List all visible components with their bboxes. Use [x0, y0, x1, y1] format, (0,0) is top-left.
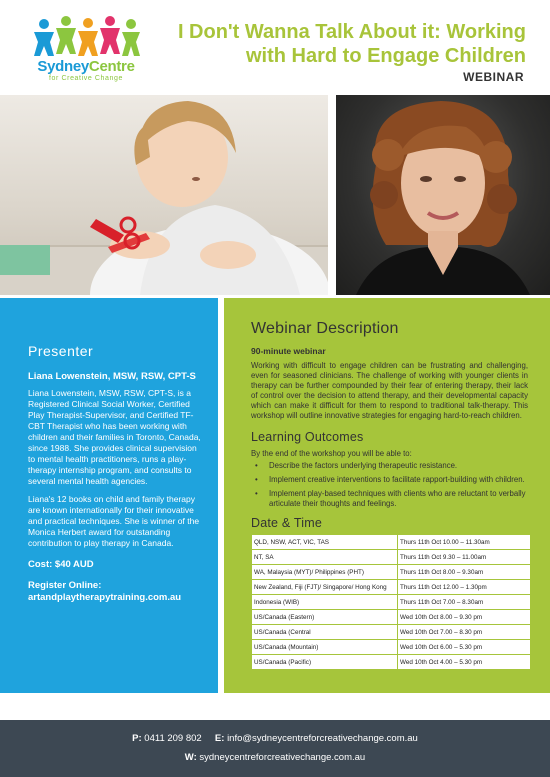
table-row [252, 610, 531, 625]
child-photo-image [0, 95, 328, 295]
duration: 90-minute webinar [251, 346, 326, 356]
schedule-region: US/Canada (Eastern) [252, 610, 398, 625]
learning-outcomes-list [251, 461, 528, 509]
page-subtitle: WEBINAR [463, 70, 524, 84]
learning-outcomes-intro: By the end of the workshop you will be able to: [251, 449, 412, 458]
date-time-heading: Date & Time [251, 516, 322, 530]
table-row [252, 535, 531, 550]
footer-contact [0, 733, 550, 744]
child-photo [0, 95, 328, 295]
website-link[interactable]: sydneycentreforcreativechange.com.au [199, 752, 366, 763]
schedule-region: Indonesia (WIB) [252, 595, 398, 610]
learning-outcomes-heading: Learning Outcomes [251, 430, 364, 444]
schedule-time: Wed 10th Oct 6.00 – 5.30 pm [398, 640, 531, 655]
phone-label: P: [132, 733, 142, 744]
email-label: E: [214, 733, 225, 744]
logo [26, 14, 146, 86]
schedule-region: WA, Malaysia (MYT)/ Philippines (PHT) [252, 565, 398, 580]
schedule-region: New Zealand, Fiji (FJT)/ Singapore/ Hong Kong [252, 580, 398, 595]
table-row [252, 565, 531, 580]
phone-number[interactable]: 0411 209 802 [144, 733, 202, 744]
schedule-time: Thurs 11th Oct 8.00 – 9.30am [398, 565, 531, 580]
schedule-time: Thurs 11th Oct 12.00 – 1.30pm [398, 580, 531, 595]
table-row [252, 625, 531, 640]
schedule-time: Wed 10th Oct 4.00 – 5.30 pm [398, 655, 531, 670]
presenter-photo [336, 95, 550, 295]
web-label: W: [184, 752, 197, 763]
table-row [252, 595, 531, 610]
description-text: Working with difficult to engage children can be frustrating and challenging, even for seasoned clinicians. The challenge of working with younger clients in therapy can be further compounded by their fear of entering therapy, their lack of control over the decision to attend therapy, and their developmental capacity which can make it difficult for them to respond to traditional talk-therapy. This workshop will outline innovative strategies for engaging hard-to-reach children. [251, 361, 528, 420]
header [0, 0, 550, 92]
bullet-icon: • [255, 475, 258, 484]
register-link[interactable]: artandplaytherapytraining.com.au [28, 592, 182, 603]
schedule-region: NT, SA [252, 550, 398, 565]
schedule-time: Thurs 11th Oct 9.30 – 11.00am [398, 550, 531, 565]
presenter-heading: Presenter [28, 343, 94, 359]
table-row [252, 550, 531, 565]
email-link[interactable]: info@sydneycentreforcreativechange.com.au [227, 733, 418, 744]
schedule-time: Thurs 11th Oct 10.00 – 11.30am [398, 535, 531, 550]
list-item: • Implement creative interventions to facilitate rapport-building with children. [255, 475, 525, 484]
description-heading: Webinar Description [251, 320, 399, 337]
logo-tagline: for Creative Change [48, 75, 124, 82]
table-row [252, 655, 531, 670]
presenter-photo-image [336, 95, 550, 295]
bullet-icon: • [255, 461, 258, 470]
presenter-panel [0, 298, 218, 693]
list-item: • Implement play-based techniques with clients who are reluctant to verbally articulate their thoughts and feelings. [255, 489, 526, 508]
page-title: I Don't Wanna Talk About it: Working with Hard to Engage Children [177, 21, 526, 67]
table-row [252, 580, 531, 595]
logo-figures-icon [30, 14, 142, 58]
schedule-time: Thurs 11th Oct 7.00 – 8.30am [398, 595, 531, 610]
description-panel [224, 298, 550, 693]
presenter-bio-books: Liana's 12 books on child and family therapy are known internationally for their innovative and practical techniques. She is winner of the Monica Herbert award for outstanding contribution to play therapy in Canada. [28, 494, 200, 548]
schedule-time: Wed 10th Oct 7.00 – 8.30 pm [398, 625, 531, 640]
schedule-region: QLD, NSW, ACT, VIC, TAS [252, 535, 398, 550]
schedule-region: US/Canada (Pacific) [252, 655, 398, 670]
presenter-bio: Liana Lowenstein, MSW, RSW, CPT-S, is a Registered Clinical Social Worker, Certified Play Therapist-Supervisor, and Certified TF-CBT Therapist who has been working with children and their families in Toronto, Canada, since 1988. She provides clinical supervision to mental health practitioners, runs a play-therapy internship program, and consults to several mental health agencies. [28, 388, 201, 486]
list-item: • Describe the factors underlying therapeutic resistance. [255, 461, 458, 470]
table-row [252, 640, 531, 655]
logo-name: SydneyCentre [37, 58, 135, 75]
presenter-name: Liana Lowenstein, MSW, RSW, CPT-S [28, 371, 196, 382]
register-online [28, 580, 204, 604]
cost: Cost: $40 AUD [28, 559, 94, 570]
schedule-region: US/Canada (Mountain) [252, 640, 398, 655]
bullet-icon: • [255, 489, 258, 498]
footer-web [0, 752, 550, 763]
footer [0, 720, 550, 777]
schedule-table [251, 534, 531, 670]
register-label: Register Online: [28, 580, 102, 591]
schedule-region: US/Canada (Central [252, 625, 398, 640]
schedule-time: Wed 10th Oct 8.00 – 9.30 pm [398, 610, 531, 625]
